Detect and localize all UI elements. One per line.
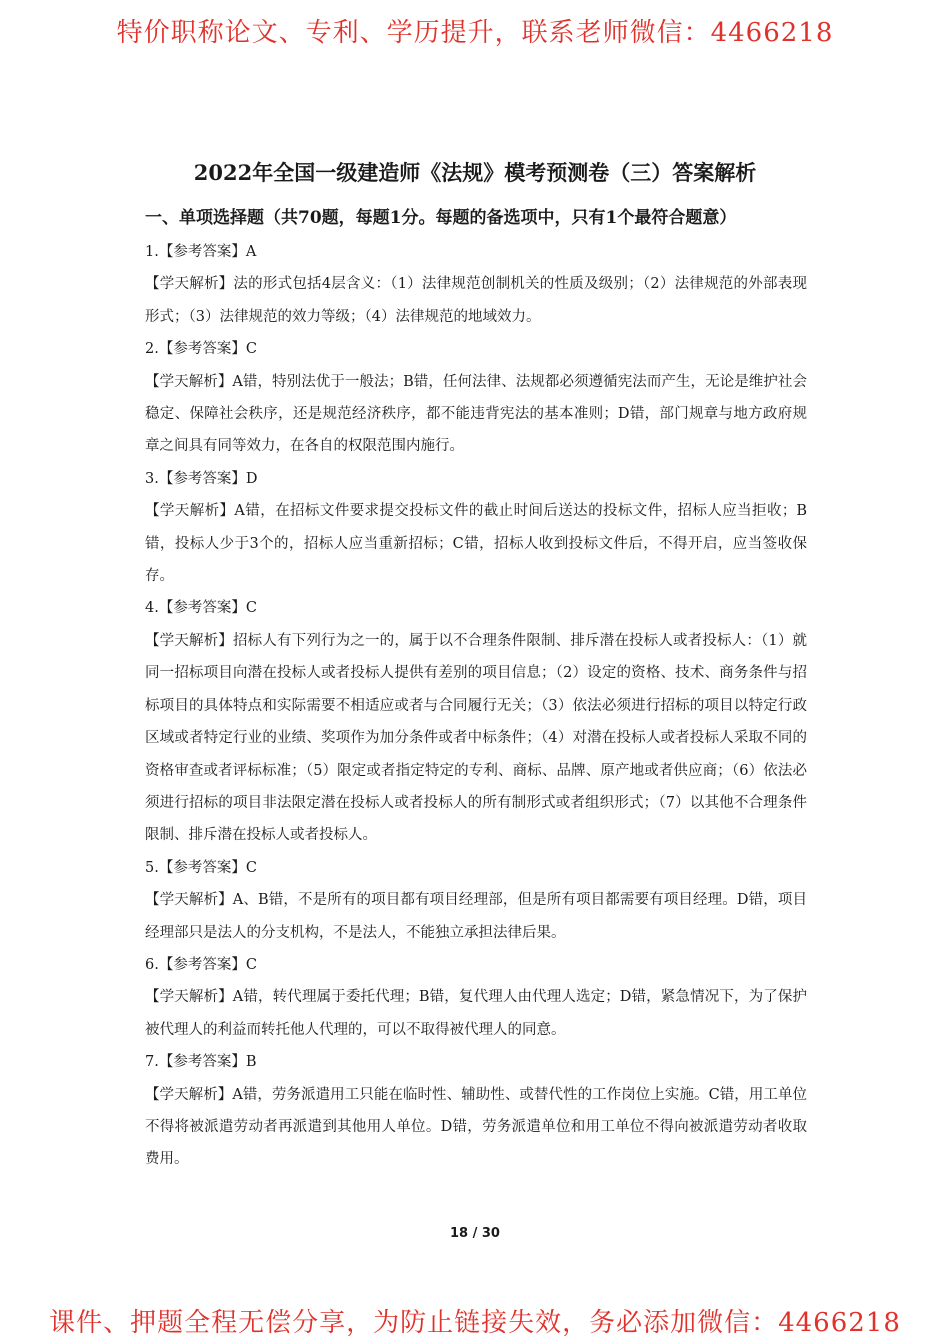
answer-line: 3.【参考答案】D	[145, 470, 258, 487]
answer-line: 1.【参考答案】A	[145, 244, 257, 260]
answer-line: 6.【参考答案】C	[145, 956, 257, 973]
explanation-paragraph: 【学天解析】法的形式包括4层含义：（1）法律规范创制机关的性质及级别；（2）法律规范的外部表现形式；（3）法律规范的效力等级；（4）法律规范的地域效力。	[145, 276, 807, 325]
answer-line: 7.【参考答案】B	[145, 1054, 257, 1071]
explanation-paragraph: 【学天解析】A错，在招标文件要求提交投标文件的截止时间后送达的投标文件，招标人应当拒收；B错，投标人少于3个的，招标人应当重新招标；C错，招标人收到投标文件后，不得开启，应当签收保存。	[145, 503, 807, 585]
explanation-paragraph: 【学天解析】A错，特别法优于一般法；B错，任何法律、法规都必须遵循宪法而产生，无论是维护社会稳定、保障社会秩序，还是规范经济秩序，都不能违背宪法的基本准则；D错，部门规章与地方政府规章之间具有同等效力，在各自的权限范围内施行。	[145, 373, 807, 455]
answer-line: 4.【参考答案】C	[145, 600, 257, 617]
answer-line: 2.【参考答案】C	[145, 341, 257, 358]
explanation-paragraph: 【学天解析】招标人有下列行为之一的，属于以不合理条件限制、排斥潜在投标人或者投标人：（1）就同一招标项目向潜在投标人或者投标人提供有差别的项目信息；（2）设定的资格、技术、商务条件与招标项目的具体特点和实际需要不相适应或者与合同履行无关；（3）依法必须进行招标的项目以特定行政区域或者特定行业的业绩、奖项作为加分条件或者中标条件；（4）对潜在投标人或者投标人采取不同的资格审查或者评标标准；（5）限定或者指定特定的专利、商标、品牌、原产地或者供应商；（6）依法必须进行招标的项目非法限定潜在投标人或者投标人的所有制形式或者组织形式；（7）以其他不合理条件限制、排斥潜在投标人或者投标人。	[145, 632, 807, 844]
explanation-paragraph: 【学天解析】A、B错，不是所有的项目都有项目经理部，但是所有项目都需要有项目经理。D错，项目经理部只是法人的分支机构，不是法人，不能独立承担法律后果。	[145, 892, 807, 941]
section-heading: 一、单项选择题（共70题，每题1分。每题的备选项中，只有1个最符合题意）	[145, 208, 737, 228]
answer-content	[145, 236, 807, 1176]
document-title: 2022年全国一级建造师《法规》模考预测卷（三）答案解析	[193, 160, 757, 185]
page-number: 18 / 30	[450, 1226, 500, 1241]
promo-banner-bottom: 课件、押题全程无偿分享，为防止链接失效，务必添加微信：4466218	[49, 1308, 901, 1338]
promo-banner-top: 特价职称论文、专利、学历提升，联系老师微信：4466218	[116, 18, 834, 48]
explanation-paragraph: 【学天解析】A错，转代理属于委托代理；B错，复代理人由代理人选定；D错，紧急情况下，为了保护被代理人的利益而转托他人代理的，可以不取得被代理人的同意。	[145, 989, 807, 1038]
answer-line: 5.【参考答案】C	[145, 859, 257, 876]
explanation-paragraph: 【学天解析】A错，劳务派遣用工只能在临时性、辅助性、或替代性的工作岗位上实施。C错，用工单位不得将被派遣劳动者再派遣到其他用人单位。D错，劳务派遣单位和用工单位不得向被派遣劳动者收取费用。	[145, 1086, 807, 1168]
